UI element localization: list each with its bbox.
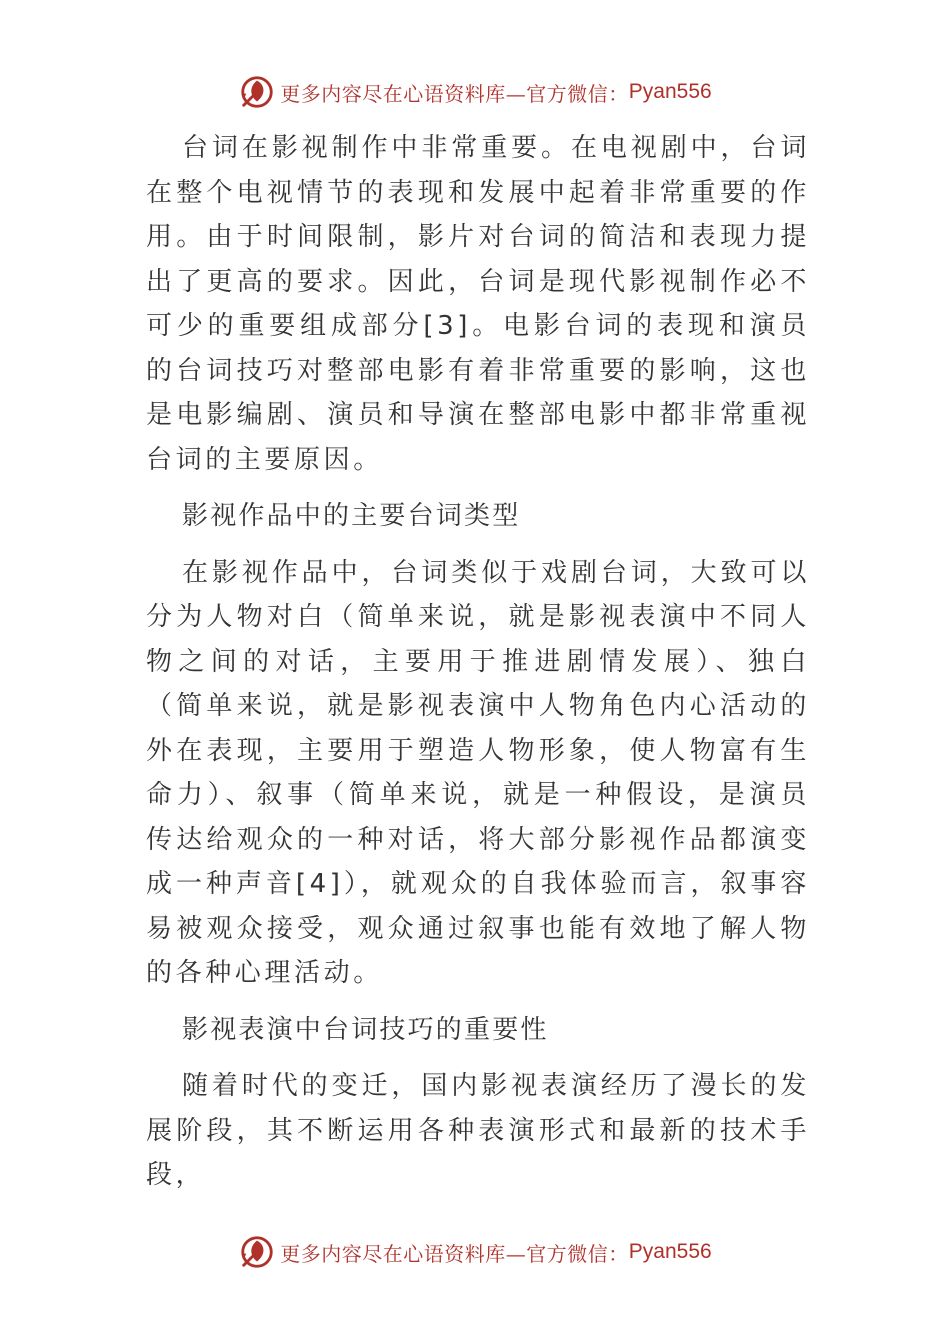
banner-wechat-id: Pyan556 <box>628 80 712 103</box>
paragraph-line-types: 在影视作品中，台词类似于戏剧台词，大致可以分为人物对白（简单来说，就是影视表演中不同人物之间的对话，主要用于推进剧情发展）、独白（简单来说，就是影视表演中人物角色内心活动的外在表现，主要用于塑造人物形象，使人物富有生命力）、叙事（简单来说，就是一种假设，是演员传达给观众的一种对话，将大部分影视作品都演变成一种声音[4]），就观众的自我体验而言，叙事容易被观众接受，观众通过叙事也能有效地了解人物的各种心理活动。 <box>146 557 810 988</box>
section-heading-importance: 影视表演中台词技巧的重要性 <box>182 1014 549 1045</box>
paragraph-intro: 台词在影视制作中非常重要。在电视剧中，台词在整个电视情节的表现和发展中起着非常重要的作用。由于时间限制，影片对台词的简洁和表现力提出了更高的要求。因此，台词是现代影视制作必不可少的重要组成部分[3]。电影台词的表现和演员的台词技巧对整部电影有着非常重要的影响，这也是电影编剧、演员和导演在整部电影中都非常重视台词的主要原因。 <box>146 133 810 475</box>
footer-banner <box>0 1230 950 1274</box>
paragraph-importance: 随着时代的变迁，国内影视表演经历了漫长的发展阶段，其不断运用各种表演形式和最新的技术手段， <box>146 1071 810 1190</box>
section-heading-line-types: 影视作品中的主要台词类型 <box>182 501 521 531</box>
header-banner <box>0 70 950 114</box>
rose-logo-icon <box>238 73 276 111</box>
banner-wechat-id: Pyan556 <box>628 1240 712 1263</box>
banner-text: 更多内容尽在心语资料库—官方微信： <box>280 81 629 106</box>
rose-logo-icon <box>238 1233 276 1271</box>
banner-text: 更多内容尽在心语资料库—官方微信： <box>280 1241 629 1266</box>
document-body <box>146 126 810 1198</box>
